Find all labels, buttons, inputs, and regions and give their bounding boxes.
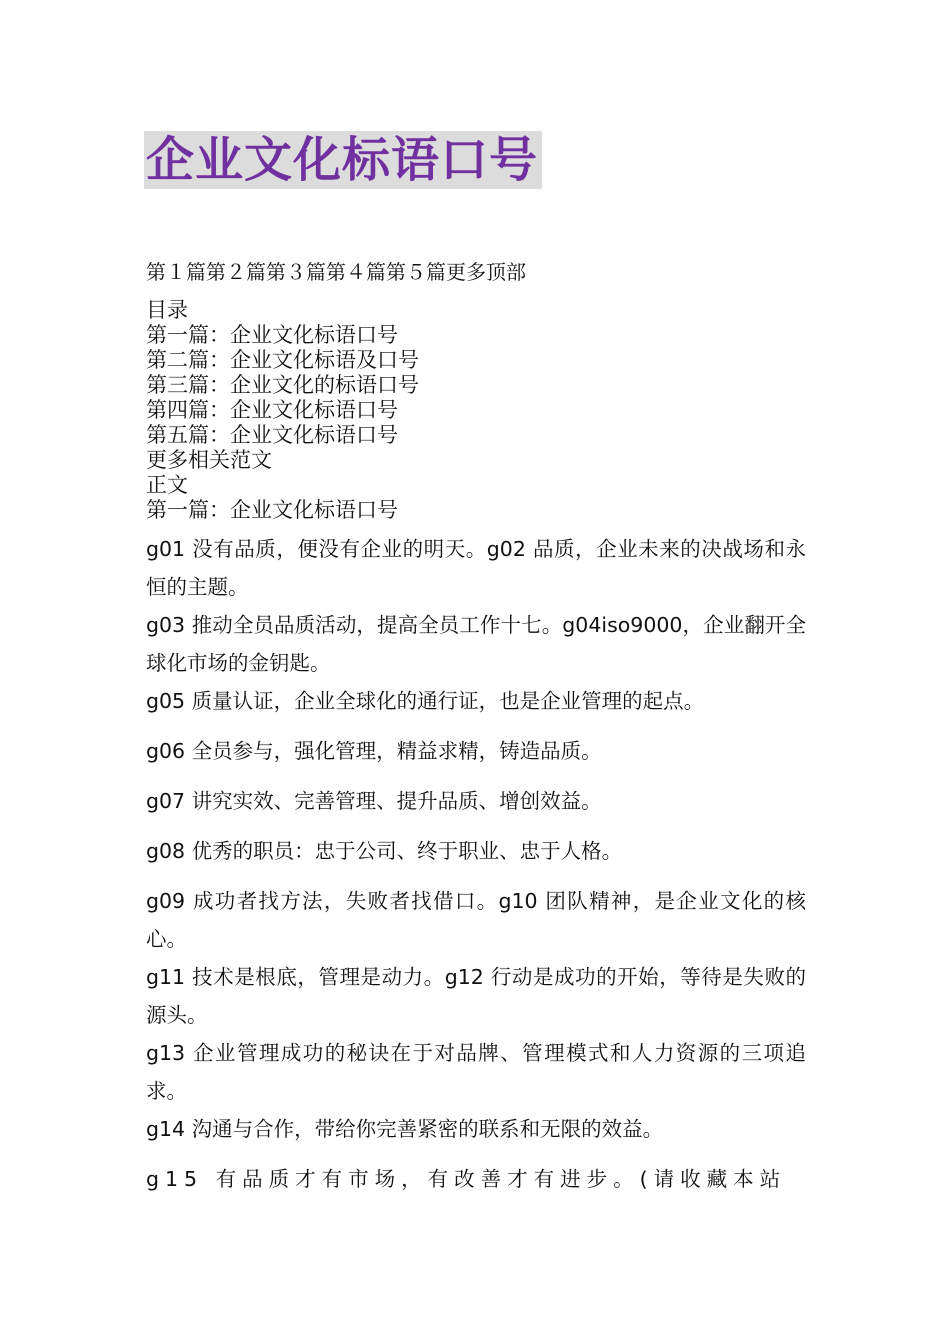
body-content — [146, 530, 806, 1198]
toc-entry-1[interactable]: 第一篇：企业文化标语口号 — [146, 323, 398, 347]
paragraph-7: g09 成功者找方法，失败者找借口。g10 团队精神，是企业文化的核心。 — [146, 889, 806, 951]
paragraph-1: g01 没有品质，便没有企业的明天。g02 品质，企业未来的决战场和永恒的主题。 — [146, 537, 806, 599]
section-heading: 第一篇：企业文化标语口号 — [146, 498, 398, 522]
toc-more-related[interactable]: 更多相关范文 — [146, 448, 272, 472]
paragraph-3: g05 质量认证，企业全球化的通行证，也是企业管理的起点。 — [146, 689, 705, 713]
toc-entry-2[interactable]: 第二篇：企业文化标语及口号 — [146, 348, 419, 372]
paragraph-11: g15 有品质才有市场，有改善才有进步。(请收藏本站 — [146, 1167, 787, 1191]
toc-entry-3[interactable]: 第三篇：企业文化的标语口号 — [146, 373, 419, 397]
paragraph-4: g06 全员参与，强化管理，精益求精，铸造品质。 — [146, 739, 602, 763]
body-label: 正文 — [146, 473, 188, 497]
paragraph-9: g13 企业管理成功的秘诀在于对品牌、管理模式和人力资源的三项追求。 — [146, 1041, 806, 1103]
title-highlight — [144, 131, 542, 189]
paragraph-5: g07 讲究实效、完善管理、提升品质、增创效益。 — [146, 789, 602, 813]
toc-heading: 目录 — [146, 298, 188, 322]
nav-chapter-1-link[interactable]: 第１篇 — [146, 260, 206, 284]
nav-top-link[interactable]: 顶部 — [486, 260, 526, 284]
toc-entry-4[interactable]: 第四篇：企业文化标语口号 — [146, 398, 398, 422]
chapter-nav — [146, 258, 526, 286]
paragraph-8: g11 技术是根底，管理是动力。g12 行动是成功的开始，等待是失败的源头。 — [146, 965, 806, 1027]
nav-chapter-3-link[interactable]: 第３篇 — [266, 260, 326, 284]
paragraph-2: g03 推动全员品质活动，提高全员工作十七。g04iso9000，企业翻开全球化市场的金钥匙。 — [146, 613, 806, 675]
nav-chapter-2-link[interactable]: 第２篇 — [206, 260, 266, 284]
toc-entry-5[interactable]: 第五篇：企业文化标语口号 — [146, 423, 398, 447]
nav-chapter-4-link[interactable]: 第４篇 — [326, 260, 386, 284]
paragraph-6: g08 优秀的职员：忠于公司、终于职业、忠于人格。 — [146, 839, 623, 863]
page-title: 企业文化标语口号 — [146, 132, 539, 188]
paragraph-10: g14 沟通与合作，带给你完善紧密的联系和无限的效益。 — [146, 1117, 664, 1141]
nav-chapter-5-link[interactable]: 第５篇 — [386, 260, 446, 284]
table-of-contents — [146, 298, 419, 523]
nav-more-link[interactable]: 更多 — [446, 260, 486, 284]
